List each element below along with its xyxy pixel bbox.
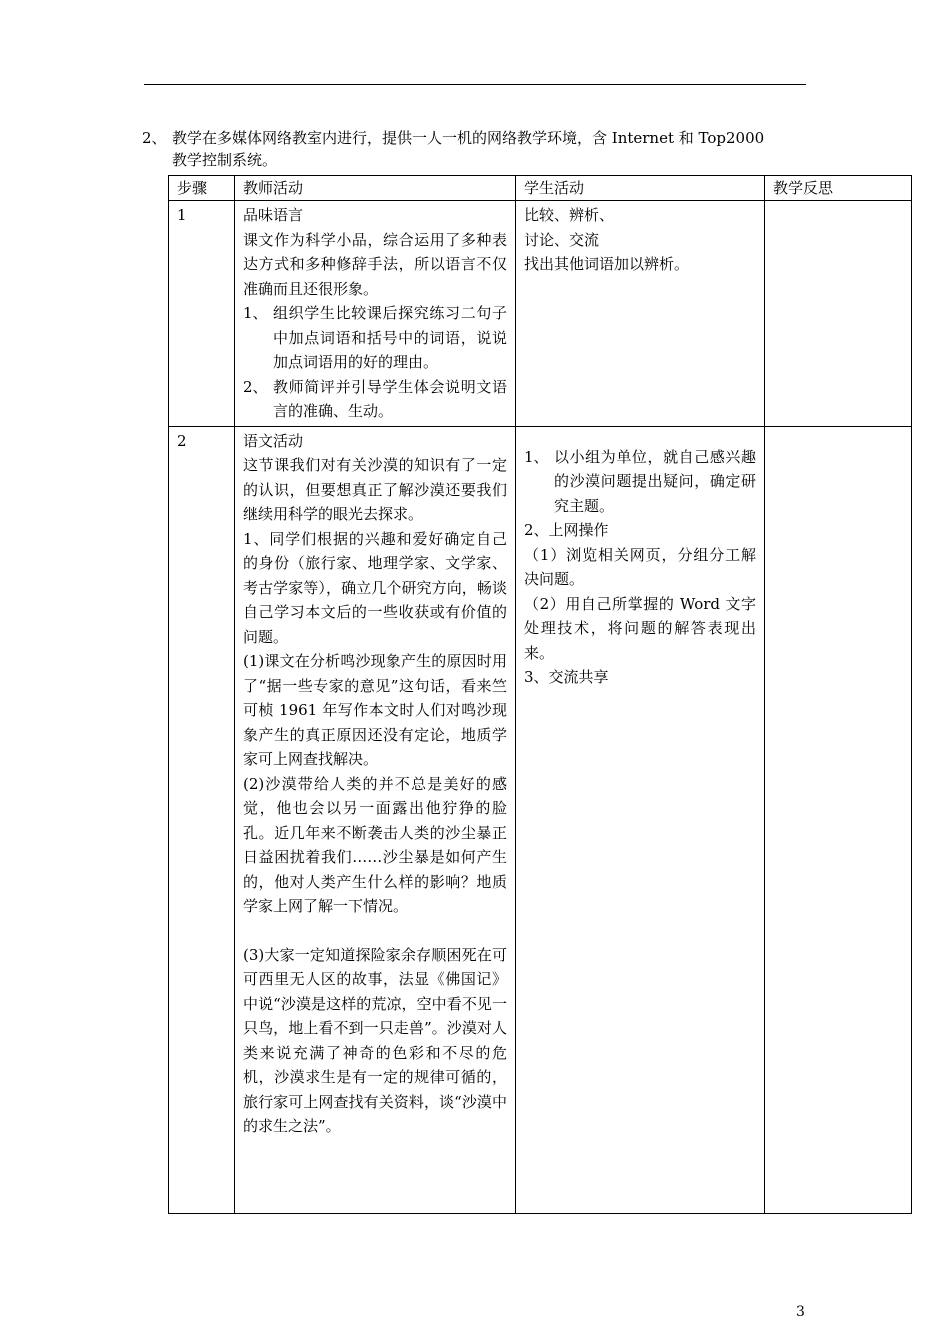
table-row <box>169 201 912 427</box>
teacher-cell <box>235 201 516 427</box>
intro-paragraph <box>142 127 822 171</box>
intro-line-1: 2、 教学在多媒体网络教室内进行，提供一人一机的网络教学环境，含 Internet 和 Top2000 <box>142 129 765 147</box>
student-line: 讨论、交流 <box>524 230 600 249</box>
student-cell <box>516 201 765 427</box>
page-number: 3 <box>796 1304 805 1320</box>
question-2: (2)沙漠带给人类的并不总是美好的感觉，他也会以另一面露出他狞狰的脸孔。近几年来不断袭击人类的沙尘暴正日益困扰着我们……沙尘暴是如何产生的，他对人类产生什么样的影响？地质学家上网了解一下情况。 <box>243 774 507 915</box>
header-rule <box>144 84 806 85</box>
student-line: （2）用自己所掌握的 Word 文字处理技术，将问题的解答表现出来。 <box>524 594 756 662</box>
section-title: 品味语言 <box>243 206 304 224</box>
teacher-paragraph: 这节课我们对有关沙漠的知识有了一定的认识，但要想真正了解沙漠还要我们继续用科学的眼光去探求。 <box>243 456 507 523</box>
teacher-paragraph: 课文作为科学小品，综合运用了多种表达方式和多种修辞手法，所以语言不仅准确而且还很形象。 <box>243 230 507 298</box>
student-line: 2、上网操作 <box>524 521 609 539</box>
list-item: 2、 教师简评并引导学生体会说明文语言的准确、生动。 <box>243 377 507 420</box>
section-title: 语文活动 <box>243 431 304 450</box>
list-item: 1、 组织学生比较课后探究练习二句子中加点词语和括号中的词语，说说加点词语用的好的理由。 <box>243 304 507 371</box>
list-item: 1、 以小组为单位，就自己感兴趣的沙漠问题提出疑问，确定研究主题。 <box>524 447 756 515</box>
student-line: 比较、辨析、 <box>524 206 615 224</box>
lesson-plan-table <box>168 175 912 1214</box>
step-cell: 2 <box>169 426 235 1213</box>
reflect-cell <box>765 426 912 1213</box>
header-student: 学生活动 <box>516 176 765 201</box>
student-line: 找出其他词语加以辨析。 <box>524 255 690 273</box>
teacher-cell <box>235 426 516 1213</box>
table-header-row <box>169 176 912 201</box>
step-cell: 1 <box>169 201 235 427</box>
student-line: （1）浏览相关网页，分组分工解决问题。 <box>524 545 756 588</box>
header-teacher: 教师活动 <box>235 176 516 201</box>
student-line: 3、交流共享 <box>524 668 609 686</box>
intro-line-2: 教学控制系统。 <box>172 151 278 169</box>
reflect-cell <box>765 201 912 427</box>
question-1: (1)课文在分析鸣沙现象产生的原因时用了“据一些专家的意见”这句话，看来竺可桢 1961 年写作本文时人们对鸣沙现象产生的真正原因还没有定论，地质学家可上网查找解决。 <box>243 652 507 768</box>
student-cell <box>516 426 765 1213</box>
table-row <box>169 426 912 1213</box>
question-3: (3)大家一定知道探险家余存顺困死在可可西里无人区的故事，法显《佛国记》中说“沙漠是这样的荒凉，空中看不见一只鸟，地上看不到一只走兽”。沙漠对人类来说充满了神奇的色彩和不尽的危机，沙漠求生是有一定的规律可循的，旅行家可上网查找有关资料，谈“沙漠中的求生之法”。 <box>243 945 507 1135</box>
header-step: 步骤 <box>169 176 235 201</box>
intro-number: 2、 <box>142 129 167 147</box>
header-reflect: 教学反思 <box>765 176 912 201</box>
teacher-paragraph: 1、同学们根据的兴趣和爱好确定自己的身份（旅行家、地理学家、文学家、考古学家等），确立几个研究方向，畅谈自己学习本文后的一些收获或有价值的问题。 <box>243 529 507 646</box>
